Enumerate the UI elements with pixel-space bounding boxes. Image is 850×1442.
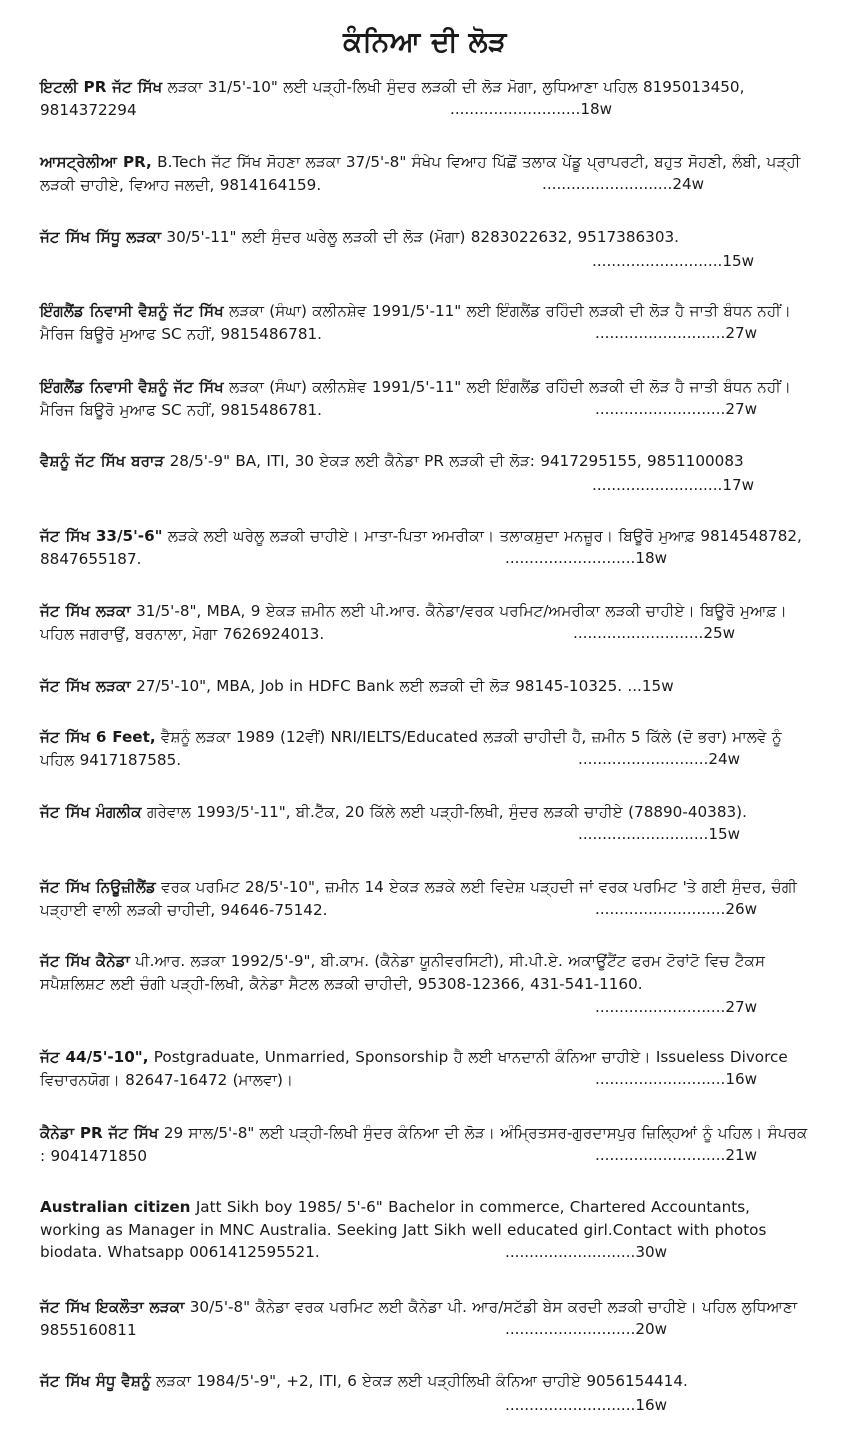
ad-item bbox=[40, 450, 810, 494]
ad-lead: ਜੱਟ ਸਿੱਖ ਸਿੱਧੂ ਲੜਕਾ bbox=[40, 228, 162, 246]
ad-text: ਵਰਕ ਪਰਮਿਟ 28/5'-10", ਜ਼ਮੀਨ 14 ਏਕੜ ਲੜਕੇ ਲਈ ਵਿਦੇਸ਼ ਪੜ੍ਹਦੀ ਜਾਂ ਵਰਕ ਪਰਮਿਟ 'ਤੇ ਗਈ ਸੁੰਦਰ, ਚੰਗੀ ਪੜ੍ਹਾਈ ਵਾਲੀ ਲੜਕੀ ਚਾਹੀਦੀ, 94646-75142. bbox=[40, 878, 797, 919]
ad-lead: ਕੈਨੇਡਾ PR ਜੱਟ ਸਿੱਖ bbox=[40, 1124, 159, 1142]
ad-dots: ...........................27w bbox=[595, 324, 758, 342]
ad-text: 29 ਸਾਲ/5'-8" ਲਈ ਪੜ੍ਹੀ-ਲਿਖੀ ਸੁੰਦਰ ਕੰਨਿਆ ਦੀ ਲੋੜ। ਅੰਮ੍ਰਿਤਸਰ-ਗੁਰਦਾਸਪੁਰ ਜ਼ਿਲ੍ਹਿਆਂ ਨੂੰ ਪਹਿਲ। ਸੰਪਰਕ : 9041471850 bbox=[40, 1124, 808, 1165]
ad-item bbox=[40, 1296, 810, 1341]
ad-lead: ਜੱਟ ਸਿੱਖ ਸੰਧੂ ਵੈਸ਼ਨੂੰ bbox=[40, 1372, 151, 1390]
ad-text: 27/5'-10", MBA, Job in HDFC Bank ਲਈ ਲੜਕੀ ਦੀ ਲੋੜ 98145-10325. ...15w bbox=[130, 677, 674, 695]
ad-item bbox=[40, 226, 810, 270]
ad-lead: ਇੰਗਲੈਂਡ ਨਿਵਾਸੀ ਵੈਸ਼ਨੂੰ ਜੱਟ ਸਿੱਖ bbox=[40, 378, 224, 396]
ad-text: ਲੜਕਾ (ਸੰਘਾ) ਕਲੀਨਸ਼ੇਵ 1991/5'-11" ਲਈ ਇੰਗਲੈਂਡ ਰਹਿੰਦੀ ਲੜਕੀ ਦੀ ਲੋੜ ਹੈ ਜਾਤੀ ਬੰਧਨ ਨਹੀਂ। ਮੈਰਿਜ ਬਿਊਰੋ ਮੁਆਫ SC ਨਹੀਂ, 9815486781. bbox=[40, 378, 792, 419]
ad-dots: ...........................15w bbox=[592, 252, 755, 270]
ad-dots: ...........................17w bbox=[592, 476, 755, 494]
ad-lead: ਵੈਸ਼ਨੂੰ ਜੱਟ ਸਿੱਖ ਬਰਾੜ bbox=[40, 452, 165, 470]
ad-lead: Australian citizen bbox=[40, 1198, 191, 1216]
ad-dots: ...........................15w bbox=[578, 825, 741, 843]
ad-dots: ...........................27w bbox=[595, 400, 758, 418]
ad-item bbox=[40, 151, 810, 196]
ad-text: ਗਰੇਵਾਲ 1993/5'-11", ਬੀ.ਟੈੱਕ, 20 ਕਿੱਲੇ ਲਈ ਪੜ੍ਹੀ-ਲਿਖੀ, ਸੁੰਦਰ ਲੜਕੀ ਚਾਹੀਏ (78890-40383). bbox=[141, 803, 747, 821]
ad-lead: ਜੱਟ 44/5'-10", bbox=[40, 1048, 149, 1066]
ad-text: ਲੜਕਾ 1984/5'-9", +2, ITI, 6 ਏਕੜ ਲਈ ਪੜ੍ਹੀਲਿਖੀ ਕੰਨਿਆ ਚਾਹੀਏ 9056154414. bbox=[150, 1372, 688, 1390]
ad-lead: ਜੱਟ ਸਿੱਖ 33/5'-6" bbox=[40, 527, 163, 545]
ad-lead: ਇੰਗਲੈਂਡ ਨਿਵਾਸੀ ਵੈਸ਼ਨੂੰ ਜੱਟ ਸਿੱਖ bbox=[40, 302, 224, 320]
ad-text: 28/5'-9" BA, ITI, 30 ਏਕੜ ਲਈ ਕੈਨੇਡਾ PR ਲੜਕੀ ਦੀ ਲੋੜ: 9417295155, 9851100083 bbox=[164, 452, 744, 470]
ad-item bbox=[40, 300, 810, 345]
ad-lead: ਇਟਲੀ PR ਜੱਟ ਸਿੱਖ bbox=[40, 78, 163, 96]
ad-item bbox=[40, 376, 810, 421]
ad-dots: ...........................20w bbox=[505, 1320, 668, 1338]
ad-text: ਲੜਕੇ ਲਈ ਘਰੇਲੂ ਲੜਕੀ ਚਾਹੀਏ। ਮਾਤਾ-ਪਿਤਾ ਅਮਰੀਕਾ। ਤਲਾਕਸ਼ੁਦਾ ਮਨਜ਼ੂਰ। ਬਿਊਰੋ ਮੁਆਫ਼ 9814548782, 8847655187. bbox=[40, 527, 802, 568]
ad-lead: ਜੱਟ ਸਿੱਖ ਨਿਊਜ਼ੀਲੈਂਡ bbox=[40, 878, 156, 896]
ad-dots: ...........................16w bbox=[505, 1396, 668, 1414]
ad-lead: ਜੱਟ ਸਿੱਖ ਲੜਕਾ bbox=[40, 677, 131, 695]
ad-dots: ...........................24w bbox=[542, 175, 705, 193]
ad-dots: ...........................25w bbox=[573, 624, 736, 642]
ad-text: ਲੜਕਾ (ਸੰਘਾ) ਕਲੀਨਸ਼ੇਵ 1991/5'-11" ਲਈ ਇੰਗਲੈਂਡ ਰਹਿੰਦੀ ਲੜਕੀ ਦੀ ਲੋੜ ਹੈ ਜਾਤੀ ਬੰਧਨ ਨਹੀਂ। ਮੈਰਿਜ ਬਿਊਰੋ ਮੁਆਫ SC ਨਹੀਂ, 9815486781. bbox=[40, 302, 792, 343]
ad-item bbox=[40, 726, 810, 771]
ad-dots: ...........................26w bbox=[595, 900, 758, 918]
ad-lead: ਜੱਟ ਸਿੱਖ ਇਕਲੌਤਾ ਲੜਕਾ bbox=[40, 1298, 185, 1316]
ad-lead: ਜੱਟ ਸਿੱਖ ਕੈਨੇਡਾ bbox=[40, 952, 130, 970]
ad-item bbox=[40, 675, 810, 698]
ad-lead: ਜੱਟ ਸਿੱਖ 6 Feet, bbox=[40, 728, 156, 746]
page-title: ਕੰਨਿਆ ਦੀ ਲੋੜ bbox=[343, 25, 507, 58]
ad-lead: ਜੱਟ ਸਿੱਖ ਮੰਗਲੀਕ bbox=[40, 803, 142, 821]
ad-text: ਪੀ.ਆਰ. ਲੜਕਾ 1992/5'-9", ਬੀ.ਕਾਮ. (ਕੈਨੇਡਾ ਯੂਨੀਵਰਸਿਟੀ), ਸੀ.ਪੀ.ਏ. ਅਕਾਊਂਟੈਂਟ ਫਰਮ ਟੋਰਾਂਟੋ ਵਿਚ ਟੈਕਸ ਸਪੈਸ਼ਲਿਸ਼ਟ ਲਈ ਚੰਗੀ ਪੜ੍ਹੀ-ਲਿਖੀ, ਕੈਨੇਡਾ ਸੈਟਲ ਲੜਕੀ ਚਾਹੀਦੀ, 95308-12366, 431-541-1160. bbox=[40, 952, 766, 993]
ad-dots: ...........................16w bbox=[595, 1070, 758, 1088]
ad-text: ਵੈਸ਼ਨੂੰ ਲੜਕਾ 1989 (12ਵੀਂ) NRI/IELTS/Educated ਲੜਕੀ ਚਾਹੀਦੀ ਹੈ, ਜ਼ਮੀਨ 5 ਕਿੱਲੇ (ਦੋ ਭਰਾ) ਮਾਲਵੇ ਨੂੰ ਪਹਿਲ 9417187585. bbox=[40, 728, 782, 769]
ad-dots: ...........................18w bbox=[450, 100, 613, 118]
ad-dots: ...........................27w bbox=[595, 998, 758, 1016]
ad-dots: ...........................30w bbox=[505, 1243, 668, 1261]
ad-lead: ਜੱਟ ਸਿੱਖ ਲੜਕਾ bbox=[40, 602, 131, 620]
ad-dots: ...........................18w bbox=[505, 549, 668, 567]
ad-item bbox=[40, 1046, 810, 1091]
ad-item bbox=[40, 1196, 810, 1264]
ad-text: Postgraduate, Unmarried, Sponsorship ਹੈ ਲਈ ਖਾਨਦਾਨੀ ਕੰਨਿਆ ਚਾਹੀਏ। Issueless Divorce ਵਿਚਾਰਨਯੋਗ। 82647-16472 (ਮਾਲਵਾ)। bbox=[40, 1048, 788, 1089]
ad-item bbox=[40, 525, 810, 570]
ad-item bbox=[40, 876, 810, 921]
ad-text: ਲੜਕਾ 31/5'-10" ਲਈ ਪੜ੍ਹੀ-ਲਿਖੀ ਸੁੰਦਰ ਲੜਕੀ ਦੀ ਲੋੜ ਮੋਗਾ, ਲੁਧਿਆਣਾ ਪਹਿਲ 8195013450, 9814372294 bbox=[40, 78, 745, 119]
ad-dots: ...........................24w bbox=[578, 750, 741, 768]
ad-item bbox=[40, 1122, 810, 1167]
ad-item bbox=[40, 1370, 810, 1414]
ad-text: 31/5'-8", MBA, 9 ਏਕੜ ਜ਼ਮੀਨ ਲਈ ਪੀ.ਆਰ. ਕੈਨੇਡਾ/ਵਰਕ ਪਰਮਿਟ/ਅਮਰੀਕਾ ਲੜਕੀ ਚਾਹੀਏ। ਬਿਊਰੋ ਮੁਆਫ਼। ਪਹਿਲ ਜਗਰਾਉਂ, ਬਰਨਾਲਾ, ਮੋਗਾ 7626924013. bbox=[40, 602, 787, 643]
ad-lead: ਆਸਟ੍ਰੇਲੀਆ PR, bbox=[40, 153, 152, 171]
ad-item bbox=[40, 950, 810, 1016]
ad-dots: ...........................21w bbox=[595, 1146, 758, 1164]
ad-item bbox=[40, 801, 810, 843]
ad-text: B.Tech ਜੱਟ ਸਿੱਖ ਸੋਹਣਾ ਲੜਕਾ 37/5'-8" ਸੰਖੇਪ ਵਿਆਹ ਪਿੱਛੋਂ ਤਲਾਕ ਪੇਂਡੂ ਪ੍ਰਾਪਰਟੀ, ਬਹੁਤ ਸੋਹਣੀ, ਲੰਬੀ, ਪੜ੍ਹੀ ਲੜਕੀ ਚਾਹੀਏ, ਵਿਆਹ ਜਲਦੀ, 9814164159. bbox=[40, 153, 801, 194]
ad-text: 30/5'-11" ਲਈ ਸੁੰਦਰ ਘਰੇਲੂ ਲੜਕੀ ਦੀ ਲੋੜ (ਮੋਗਾ) 8283022632, 9517386303. bbox=[161, 228, 679, 246]
ad-text: 30/5'-8" ਕੈਨੇਡਾ ਵਰਕ ਪਰਮਿਟ ਲਈ ਕੈਨੇਡਾ ਪੀ. ਆਰ/ਸਟੱਡੀ ਬੇਸ ਕਰਦੀ ਲੜਕੀ ਚਾਹੀਏ। ਪਹਿਲ ਲੁਧਿਆਣਾ 9855160811 bbox=[40, 1298, 798, 1339]
ad-item bbox=[40, 76, 810, 121]
ad-text: Jatt Sikh boy 1985/ 5'-6" Bachelor in commerce, Chartered Accountants, working as Manager in MNC Australia. Seeking Jatt Sikh well educated girl.Contact with photos biodata. Whatsapp 0061412595521. bbox=[40, 1198, 767, 1261]
ad-item bbox=[40, 600, 810, 645]
